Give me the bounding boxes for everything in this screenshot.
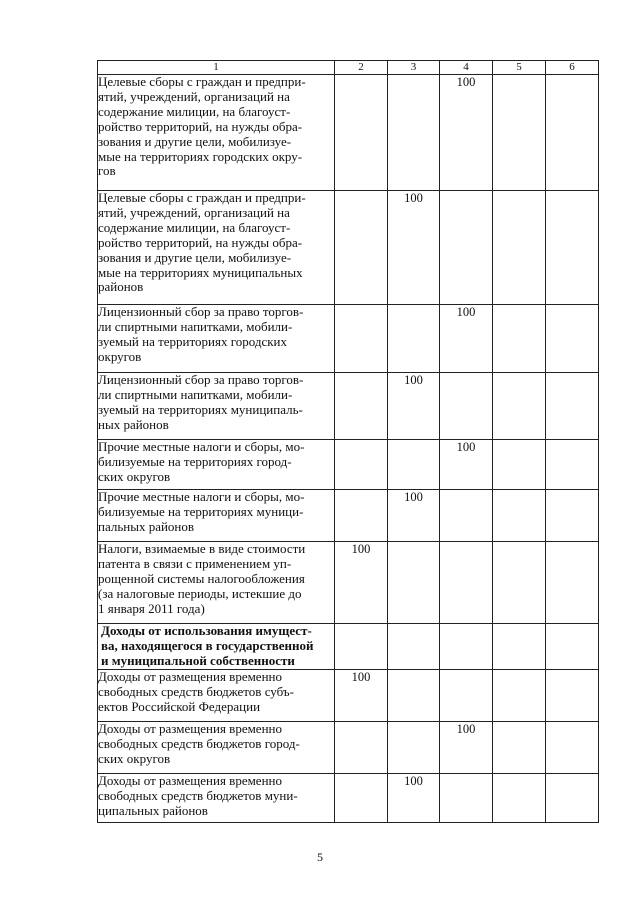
- value-cell-col-6: [546, 773, 599, 822]
- table-row: [98, 773, 599, 822]
- value-cell-col-4: [440, 773, 493, 822]
- value-cell-col-5: [493, 373, 546, 440]
- description-line: ектов Российской Федерации: [98, 698, 261, 714]
- value-cell-col-3: 100: [388, 773, 440, 822]
- value-cell-col-6: [546, 669, 599, 721]
- value-cell-col-5: [493, 669, 546, 721]
- value-cell-col-3: [388, 305, 440, 373]
- value-cell-col-2: [335, 490, 388, 542]
- value-cell-col-3: [388, 440, 440, 490]
- description-line: гов: [98, 163, 116, 179]
- description-line: ятий, учреждений, организаций на: [98, 204, 290, 220]
- table-row: [98, 191, 599, 305]
- value-cell-col-3: [388, 721, 440, 773]
- description-line: содержание милиции, на благоуст-: [98, 219, 291, 235]
- value-cell-col-3: 100: [388, 490, 440, 542]
- description-line: Прочие местные налоги и сборы, мо-: [98, 439, 305, 454]
- value-cell-col-5: [493, 721, 546, 773]
- description-line: мые на территориях муниципальных: [98, 264, 303, 280]
- description-line: и муниципальной собственности: [101, 652, 295, 668]
- description-cell: [98, 75, 335, 191]
- value-cell-col-4: [440, 191, 493, 305]
- table-header-row: [98, 61, 599, 75]
- value-cell-col-5: [493, 624, 546, 670]
- description-cell: [98, 773, 335, 822]
- value-cell-col-3: 100: [388, 373, 440, 440]
- value-cell-col-6: [546, 373, 599, 440]
- value-cell-col-6: [546, 305, 599, 373]
- description-cell: [98, 305, 335, 373]
- table-row: [98, 542, 599, 624]
- description-line: ройство территорий, на нужды обра-: [98, 234, 303, 250]
- table-row: [98, 721, 599, 773]
- description-line: зования и другие цели, мобилизуе-: [98, 133, 292, 149]
- section-heading-cell: [98, 624, 335, 670]
- table-row: [98, 490, 599, 542]
- value-cell-col-4: 100: [440, 440, 493, 490]
- value-cell-col-4: 100: [440, 305, 493, 373]
- description-line: ных районов: [98, 416, 169, 432]
- description-line: билизуемые на территориях город-: [98, 453, 292, 469]
- value-cell-col-4: [440, 624, 493, 670]
- value-cell-col-3: [388, 542, 440, 624]
- value-cell-col-2: [335, 773, 388, 822]
- description-cell: [98, 721, 335, 773]
- value-cell-col-5: [493, 305, 546, 373]
- description-cell: [98, 373, 335, 440]
- description-line: ли спиртными напитками, мобили-: [98, 318, 293, 334]
- description-line: 1 января 2011 года): [98, 600, 205, 616]
- description-cell: [98, 191, 335, 305]
- value-cell-col-5: [493, 75, 546, 191]
- value-cell-col-6: [546, 440, 599, 490]
- value-cell-col-4: 100: [440, 721, 493, 773]
- value-cell-col-2: [335, 373, 388, 440]
- description-line: Доходы от размещения временно: [98, 668, 282, 684]
- value-cell-col-4: [440, 373, 493, 440]
- description-line: Целевые сборы с граждан и предпри-: [98, 74, 306, 89]
- revenue-distribution-table: [97, 60, 599, 823]
- description-cell: [98, 440, 335, 490]
- description-line: (за налоговые периоды, истекшие до: [98, 585, 302, 601]
- description-line: округов: [98, 348, 142, 364]
- description-line: Доходы от размещения временно: [98, 720, 282, 736]
- table-row: [98, 75, 599, 191]
- value-cell-col-4: [440, 669, 493, 721]
- value-cell-col-3: 100: [388, 191, 440, 305]
- description-line: ципальных районов: [98, 802, 208, 818]
- value-cell-col-6: [546, 721, 599, 773]
- value-cell-col-5: [493, 191, 546, 305]
- value-cell-col-2: [335, 440, 388, 490]
- description-line: ских округов: [98, 750, 171, 766]
- description-line: свободных средств бюджетов город-: [98, 735, 300, 751]
- value-cell-col-4: [440, 490, 493, 542]
- description-line: свободных средств бюджетов муни-: [98, 787, 298, 803]
- value-cell-col-2: 100: [335, 669, 388, 721]
- description-line: ройство территорий, на нужды обра-: [98, 118, 303, 134]
- description-line: билизуемые на территориях муници-: [98, 503, 304, 519]
- value-cell-col-2: [335, 75, 388, 191]
- description-line: Целевые сборы с граждан и предпри-: [98, 190, 306, 205]
- description-line: патента в связи с применением уп-: [98, 555, 292, 571]
- description-line: содержание милиции, на благоуст-: [98, 103, 291, 119]
- value-cell-col-6: [546, 542, 599, 624]
- description-line: Лицензионный сбор за право торгов-: [98, 304, 304, 319]
- value-cell-col-4: [440, 542, 493, 624]
- value-cell-col-6: [546, 75, 599, 191]
- description-line: Налоги, взимаемые в виде стоимости: [98, 541, 306, 556]
- value-cell-col-5: [493, 773, 546, 822]
- description-cell: [98, 542, 335, 624]
- column-header-1: 1: [98, 61, 335, 75]
- value-cell-col-5: [493, 542, 546, 624]
- description-line: зуемый на территориях муниципаль-: [98, 401, 303, 417]
- description-line: ли спиртными напитками, мобили-: [98, 386, 293, 402]
- value-cell-col-6: [546, 624, 599, 670]
- description-line: Доходы от размещения временно: [98, 772, 282, 788]
- value-cell-col-6: [546, 490, 599, 542]
- description-line: Лицензионный сбор за право торгов-: [98, 372, 304, 387]
- value-cell-col-5: [493, 490, 546, 542]
- value-cell-col-5: [493, 440, 546, 490]
- column-header-2: 2: [335, 61, 388, 75]
- value-cell-col-2: [335, 191, 388, 305]
- description-line: зуемый на территориях городских: [98, 333, 288, 349]
- column-header-3: 3: [388, 61, 440, 75]
- description-line: Прочие местные налоги и сборы, мо-: [98, 489, 305, 504]
- table-row: [98, 624, 599, 670]
- value-cell-col-2: 100: [335, 542, 388, 624]
- value-cell-col-3: [388, 669, 440, 721]
- table-row: [98, 373, 599, 440]
- column-header-6: 6: [546, 61, 599, 75]
- table-row: [98, 669, 599, 721]
- column-header-4: 4: [440, 61, 493, 75]
- value-cell-col-3: [388, 624, 440, 670]
- value-cell-col-2: [335, 305, 388, 373]
- description-line: районов: [98, 279, 144, 295]
- description-line: Доходы от использования имущест-: [101, 623, 312, 638]
- value-cell-col-6: [546, 191, 599, 305]
- description-line: рощенной системы налогообложения: [98, 570, 305, 586]
- description-line: мые на территориях городских окру-: [98, 148, 303, 164]
- description-line: ва, находящегося в государственной: [101, 637, 314, 653]
- page-number: 5: [317, 850, 323, 864]
- description-cell: [98, 669, 335, 721]
- value-cell-col-3: [388, 75, 440, 191]
- value-cell-col-4: 100: [440, 75, 493, 191]
- description-line: пальных районов: [98, 518, 195, 534]
- description-line: ятий, учреждений, организаций на: [98, 88, 290, 104]
- value-cell-col-2: [335, 721, 388, 773]
- description-line: свободных средств бюджетов субъ-: [98, 683, 294, 699]
- value-cell-col-2: [335, 624, 388, 670]
- table-row: [98, 305, 599, 373]
- description-line: ских округов: [98, 468, 171, 484]
- table-row: [98, 440, 599, 490]
- column-header-5: 5: [493, 61, 546, 75]
- description-cell: [98, 490, 335, 542]
- description-line: зования и другие цели, мобилизуе-: [98, 249, 292, 265]
